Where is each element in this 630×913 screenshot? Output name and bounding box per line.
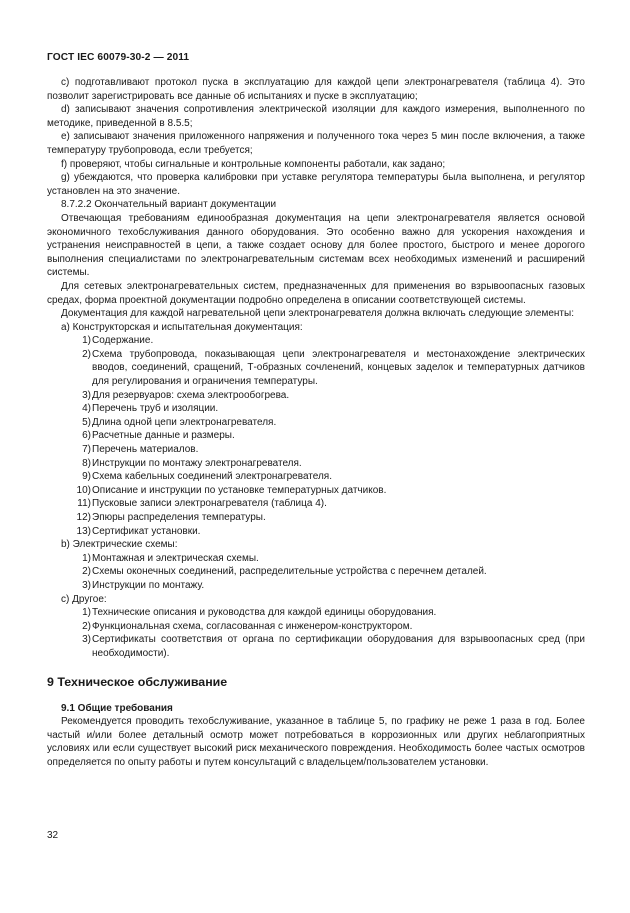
list-a-label: a) Конструкторская и испытательная документация: [61, 321, 303, 333]
list-b-items [47, 552, 585, 593]
list-item: 2) Функциональная схема, согласованная с инженером-конструктором. [82, 620, 413, 632]
list-c-label: c) Другое: [61, 593, 107, 605]
list-item: 1) Содержание. [82, 335, 154, 347]
list-c-items [47, 606, 585, 660]
paragraph-network-systems: Для сетевых электронагревательных систем, предназначенных для применения во взрывоопасных газовых средах, форма проектной документации подробно определена в описании соответствующей системы. [47, 280, 585, 306]
list-item: 4) Перечень труб и изоляции. [82, 403, 219, 415]
list-b-label: b) Электрические схемы: [61, 539, 178, 551]
document-header: ГОСТ IEC 60079-30-2 — 2011 [47, 52, 190, 63]
list-a-items [47, 334, 585, 538]
list-item: 1) Технические описания и руководства для каждой единицы оборудования. [82, 607, 437, 619]
list-item: 13) Сертификат установки. [76, 525, 201, 537]
paragraph-elements-intro: Документация для каждой нагревательной цепи электронагревателя должна включать следующие элементы: [61, 308, 574, 320]
list-item: 2) Схемы оконечных соединений, распределительные устройства с перечнем деталей. [82, 566, 487, 578]
paragraph-d: d) записывают значения сопротивления электрической изоляции для каждого измерения, выполненного по методике, приведенной в 8.5.5; [47, 104, 585, 129]
paragraph-documentation-intro: Отвечающая требованиям единообразная документация на цепи электронагревателя является основой экономичного техобслуживания данного оборудования. Это особенно важно для ускорения нахождения и устранения неисправностей в цепи, а также создает основу для более простого, быстрого и менее дорогого выполнения специалистами по электронагревательным системам всех необходимых изменений и расширений системы. [47, 212, 585, 279]
list-item: 12) Эпюры распределения температуры. [76, 512, 266, 523]
paragraph-e: e) записывают значения приложенного напряжения и полученного тока через 5 мин после включения, а также температуру трубопровода, если требуется; [47, 131, 585, 156]
paragraph-g: g) убеждаются, что проверка калибровки при уставке регулятора температуры была выполнена, и регулятор установлен на это значение. [47, 172, 585, 197]
subsection-title-9-1: 9.1 Общие требования [61, 702, 173, 714]
clause-heading-8-7-2-2: 8.7.2.2 Окончательный вариант документации [61, 199, 277, 211]
document-body [47, 76, 585, 770]
list-item: 7) Перечень материалов. [82, 444, 199, 456]
list-item: 6) Расчетные данные и размеры. [82, 430, 235, 442]
list-item: 9) Схема кабельных соединений электронагревателя. [82, 471, 333, 483]
paragraph-maintenance: Рекомендуется проводить техобслуживание, указанное в таблице 5, по графику не реже 1 раза в год. Более частый и/или более детальный осмотр может потребоваться в коррозионных или других неблагоприятных условиях или если существует высокий риск механического повреждения. Необходимость более частых осмотров определяется по опыту работы и путем консультаций с владельцем/пользователем установки. [47, 716, 585, 768]
list-item: 5) Длина одной цепи электронагревателя. [82, 416, 277, 428]
list-item: 8) Инструкции по монтажу электронагревателя. [82, 457, 302, 469]
list-item: 1) Монтажная и электрическая схемы. [82, 552, 259, 564]
list-item: 3) Инструкции по монтажу. [82, 579, 205, 591]
list-item: 3) Для резервуаров: схема электрообогрева. [82, 389, 290, 401]
list-item: 3) Сертификаты соответствия от органа по сертификации оборудования для взрывоопасных сред (при необходимости). [82, 634, 585, 659]
paragraph-c: c) подготавливают протокол пуска в эксплуатацию для каждой цепи электронагревателя (таблица 4). Это позволит зарегистрировать все данные об испытаниях и пуске в эксплуатацию; [47, 77, 585, 102]
list-item: 2) Схема трубопровода, показывающая цепи электронагревателя и местонахождение электрических вводов, соединений, сращений, Т-образных сочленений, концевых заделок и температурных датчиков для регулирования и ограничения температуры. [82, 348, 585, 388]
list-item: 10) Описание и инструкции по установке температурных датчиков. [76, 484, 387, 496]
section-title-9: 9 Техническое обслуживание [47, 674, 228, 689]
paragraph-f: f) проверяют, чтобы сигнальные и контрольные компоненты работали, как задано; [61, 158, 446, 170]
page-number: 32 [47, 830, 59, 841]
list-item: 11) Пусковые записи электронагревателя (таблица 4). [77, 498, 327, 510]
